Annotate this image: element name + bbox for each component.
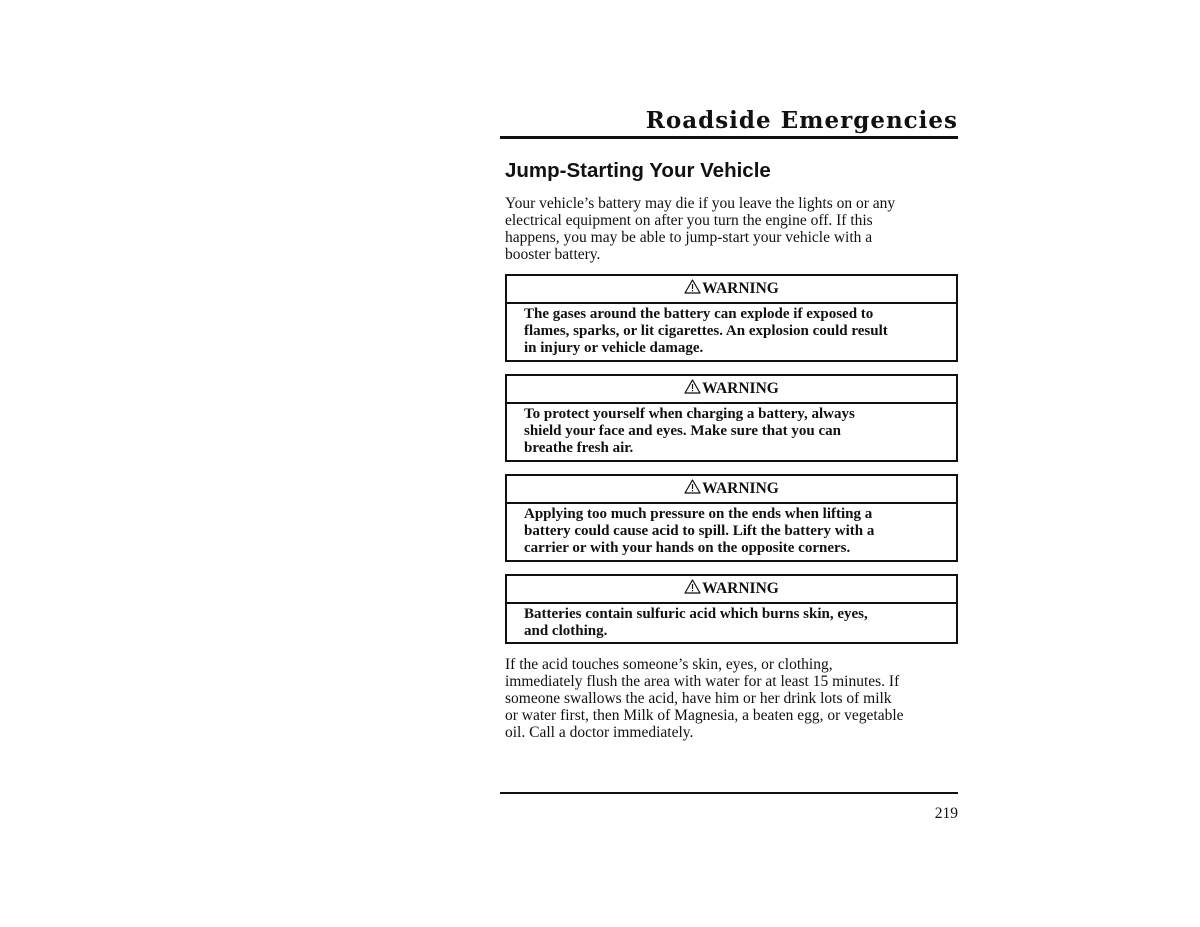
intro-line: booster battery. — [505, 246, 601, 263]
page-number: 219 — [934, 805, 958, 822]
intro-line: happens, you may be able to jump-start your vehicle with a — [505, 229, 873, 246]
intro-paragraph — [505, 195, 960, 263]
warning-line: in injury or vehicle damage. — [524, 340, 704, 356]
warning-text — [507, 304, 956, 357]
intro-line: electrical equipment on after you turn the engine off. If this — [505, 212, 873, 229]
warning-box-lifting-battery — [505, 474, 958, 562]
warning-triangle-icon — [684, 579, 701, 594]
warning-label: WARNING — [702, 580, 779, 597]
warning-line: Batteries contain sulfuric acid which burns skin, eyes, — [524, 606, 868, 622]
warning-label: WARNING — [702, 280, 779, 297]
warning-line: battery could cause acid to spill. Lift the battery with a — [524, 523, 875, 539]
warning-box-protect-face — [505, 374, 958, 462]
warning-line: and clothing. — [524, 623, 608, 639]
warning-line: To protect yourself when charging a battery, always — [524, 406, 855, 422]
footer-rule — [500, 792, 958, 794]
warning-line: carrier or with your hands on the opposite corners. — [524, 540, 851, 556]
warning-text — [507, 404, 956, 457]
acid-first-aid-paragraph — [505, 656, 960, 741]
warning-line: flames, sparks, or lit cigarettes. An explosion could result — [524, 323, 888, 339]
body-line: someone swallows the acid, have him or her drink lots of milk — [505, 690, 892, 707]
body-line: immediately flush the area with water for at least 15 minutes. If — [505, 673, 900, 690]
warning-line: The gases around the battery can explode if exposed to — [524, 306, 874, 322]
warning-text — [507, 604, 956, 640]
warning-heading — [507, 376, 956, 404]
warning-line: Applying too much pressure on the ends when lifting a — [524, 506, 873, 522]
warning-text — [507, 504, 956, 557]
section-header: Roadside Emergencies — [645, 107, 958, 134]
warning-heading — [507, 576, 956, 604]
page-title: Jump-Starting Your Vehicle — [505, 159, 771, 182]
body-line: or water first, then Milk of Magnesia, a beaten egg, or vegetable — [505, 707, 904, 724]
body-line: oil. Call a doctor immediately. — [505, 724, 694, 741]
warning-heading — [507, 476, 956, 504]
warning-line: shield your face and eyes. Make sure that you can — [524, 423, 841, 439]
header-rule — [500, 136, 958, 139]
warning-triangle-icon — [684, 379, 701, 394]
warning-label: WARNING — [702, 480, 779, 497]
warning-triangle-icon — [684, 279, 701, 294]
warning-box-sulfuric-acid — [505, 574, 958, 644]
body-line: If the acid touches someone’s skin, eyes, or clothing, — [505, 656, 833, 673]
intro-line: Your vehicle’s battery may die if you leave the lights on or any — [505, 195, 896, 212]
warning-line: breathe fresh air. — [524, 440, 634, 456]
warning-box-battery-gases — [505, 274, 958, 362]
warning-label: WARNING — [702, 380, 779, 397]
warning-triangle-icon — [684, 479, 701, 494]
warning-heading — [507, 276, 956, 304]
